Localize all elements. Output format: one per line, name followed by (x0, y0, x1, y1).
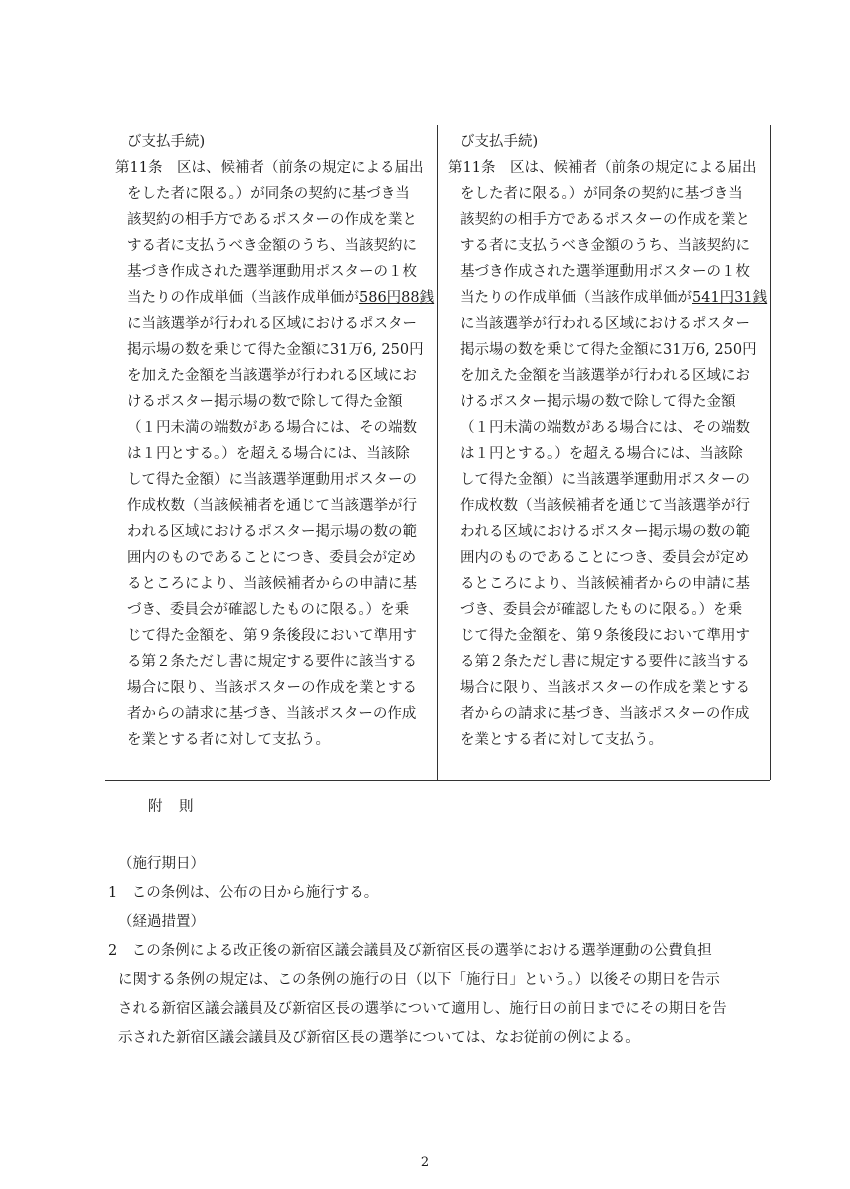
old-unit-price-amount: 586円88銭 (359, 290, 435, 306)
text-line: び支払手続) (460, 134, 539, 150)
text-line: 第11条 区は、候補者（前条の規定による届出 (448, 160, 757, 176)
text-line: 囲内のものであることにつき、委員会が定め (127, 550, 417, 566)
text-line: 作成枚数（当該候補者を通じて当該選挙が行 (127, 498, 417, 514)
text-line: るところにより、当該候補者からの申請に基 (127, 576, 417, 592)
text-line: 場合に限り、当該ポスターの作成を業とする (460, 680, 750, 696)
section-caption: （経過措置） (118, 914, 205, 930)
text-line: を加えた金額を当該選挙が行われる区域にお (460, 368, 750, 384)
old-text-column (105, 125, 438, 780)
text-line: る第２条ただし書に規定する要件に該当する (127, 654, 417, 670)
text-line: づき、委員会が確認したものに限る。）を乗 (460, 602, 743, 618)
text-line: 該契約の相手方であるポスターの作成を業と (127, 212, 417, 228)
new-unit-price-amount: 541円31銭 (692, 290, 768, 306)
text-line: けるポスター掲示場の数で除して得た金額 (460, 394, 736, 410)
text-line: じて得た金額を、第９条後段において準用す (460, 628, 750, 644)
comparison-table (105, 125, 770, 781)
text-line: るところにより、当該候補者からの申請に基 (460, 576, 750, 592)
text-line: 該契約の相手方であるポスターの作成を業と (460, 212, 750, 228)
new-text-column (438, 125, 771, 780)
text-line: 基づき作成された選挙運動用ポスターの１枚 (460, 264, 750, 280)
text-line: び支払手続) (127, 134, 206, 150)
text-segment: 当たりの作成単価（当該作成単価が (460, 290, 692, 306)
text-line: は１円とする。）を超える場合には、当該除 (127, 446, 410, 462)
text-line: をした者に限る。）が同条の契約に基づき当 (460, 186, 743, 202)
text-line: る第２条ただし書に規定する要件に該当する (460, 654, 750, 670)
text-line: 囲内のものであることにつき、委員会が定め (460, 550, 750, 566)
text-line: づき、委員会が確認したものに限る。）を乗 (127, 602, 410, 618)
text-line: を業とする者に対して支払う。 (460, 732, 663, 748)
supplementary-heading: 附 則 (148, 799, 195, 815)
text-line: を加えた金額を当該選挙が行われる区域にお (127, 368, 417, 384)
text-line: して得た金額）に当該選挙運動用ポスターの (460, 472, 750, 488)
text-line: に当該選挙が行われる区域におけるポスター (460, 316, 750, 332)
section-caption: （施行期日） (118, 856, 205, 872)
paragraph-line: される新宿区議会議員及び新宿区長の選挙について適用し、施行日の前日までにその期日を告 (118, 1001, 727, 1017)
paragraph-line: に関する条例の規定は、この条例の施行の日（以下「施行日」という。）以後その期日を告示 (118, 972, 720, 988)
text-line: 場合に限り、当該ポスターの作成を業とする (127, 680, 417, 696)
text-line: われる区域におけるポスター掲示場の数の範 (127, 524, 417, 540)
text-line: （１円未満の端数がある場合には、その端数 (127, 420, 417, 436)
text-line: われる区域におけるポスター掲示場の数の範 (460, 524, 750, 540)
text-line (127, 288, 434, 308)
text-line: （１円未満の端数がある場合には、その端数 (460, 420, 750, 436)
text-line: は１円とする。）を超える場合には、当該除 (460, 446, 743, 462)
paragraph-line: 1 この条例は、公布の日から施行する。 (108, 885, 379, 901)
text-line: に当該選挙が行われる区域におけるポスター (127, 316, 417, 332)
text-line: けるポスター掲示場の数で除して得た金額 (127, 394, 403, 410)
text-line: をした者に限る。）が同条の契約に基づき当 (127, 186, 410, 202)
text-line: する者に支払うべき金額のうち、当該契約に (460, 238, 750, 254)
page-number: 2 (420, 1155, 430, 1170)
text-line: 掲示場の数を乗じて得た金額に31万6, 250円 (460, 342, 757, 358)
text-line: して得た金額）に当該選挙運動用ポスターの (127, 472, 417, 488)
text-line: じて得た金額を、第９条後段において準用す (127, 628, 417, 644)
paragraph-line: 示された新宿区議会議員及び新宿区長の選挙については、なお従前の例による。 (118, 1030, 640, 1046)
text-line: 者からの請求に基づき、当該ポスターの作成 (127, 706, 417, 722)
paragraph-line: 2 この条例による改正後の新宿区議会議員及び新宿区長の選挙における選挙運動の公費負担 (108, 943, 712, 959)
text-segment: 当たりの作成単価（当該作成単価が (127, 290, 359, 306)
text-line: 基づき作成された選挙運動用ポスターの１枚 (127, 264, 417, 280)
text-line: する者に支払うべき金額のうち、当該契約に (127, 238, 417, 254)
text-line: 掲示場の数を乗じて得た金額に31万6, 250円 (127, 342, 424, 358)
text-line: を業とする者に対して支払う。 (127, 732, 330, 748)
text-line: 作成枚数（当該候補者を通じて当該選挙が行 (460, 498, 750, 514)
text-line: 第11条 区は、候補者（前条の規定による届出 (115, 160, 424, 176)
text-line: 者からの請求に基づき、当該ポスターの作成 (460, 706, 750, 722)
text-line (460, 288, 767, 308)
